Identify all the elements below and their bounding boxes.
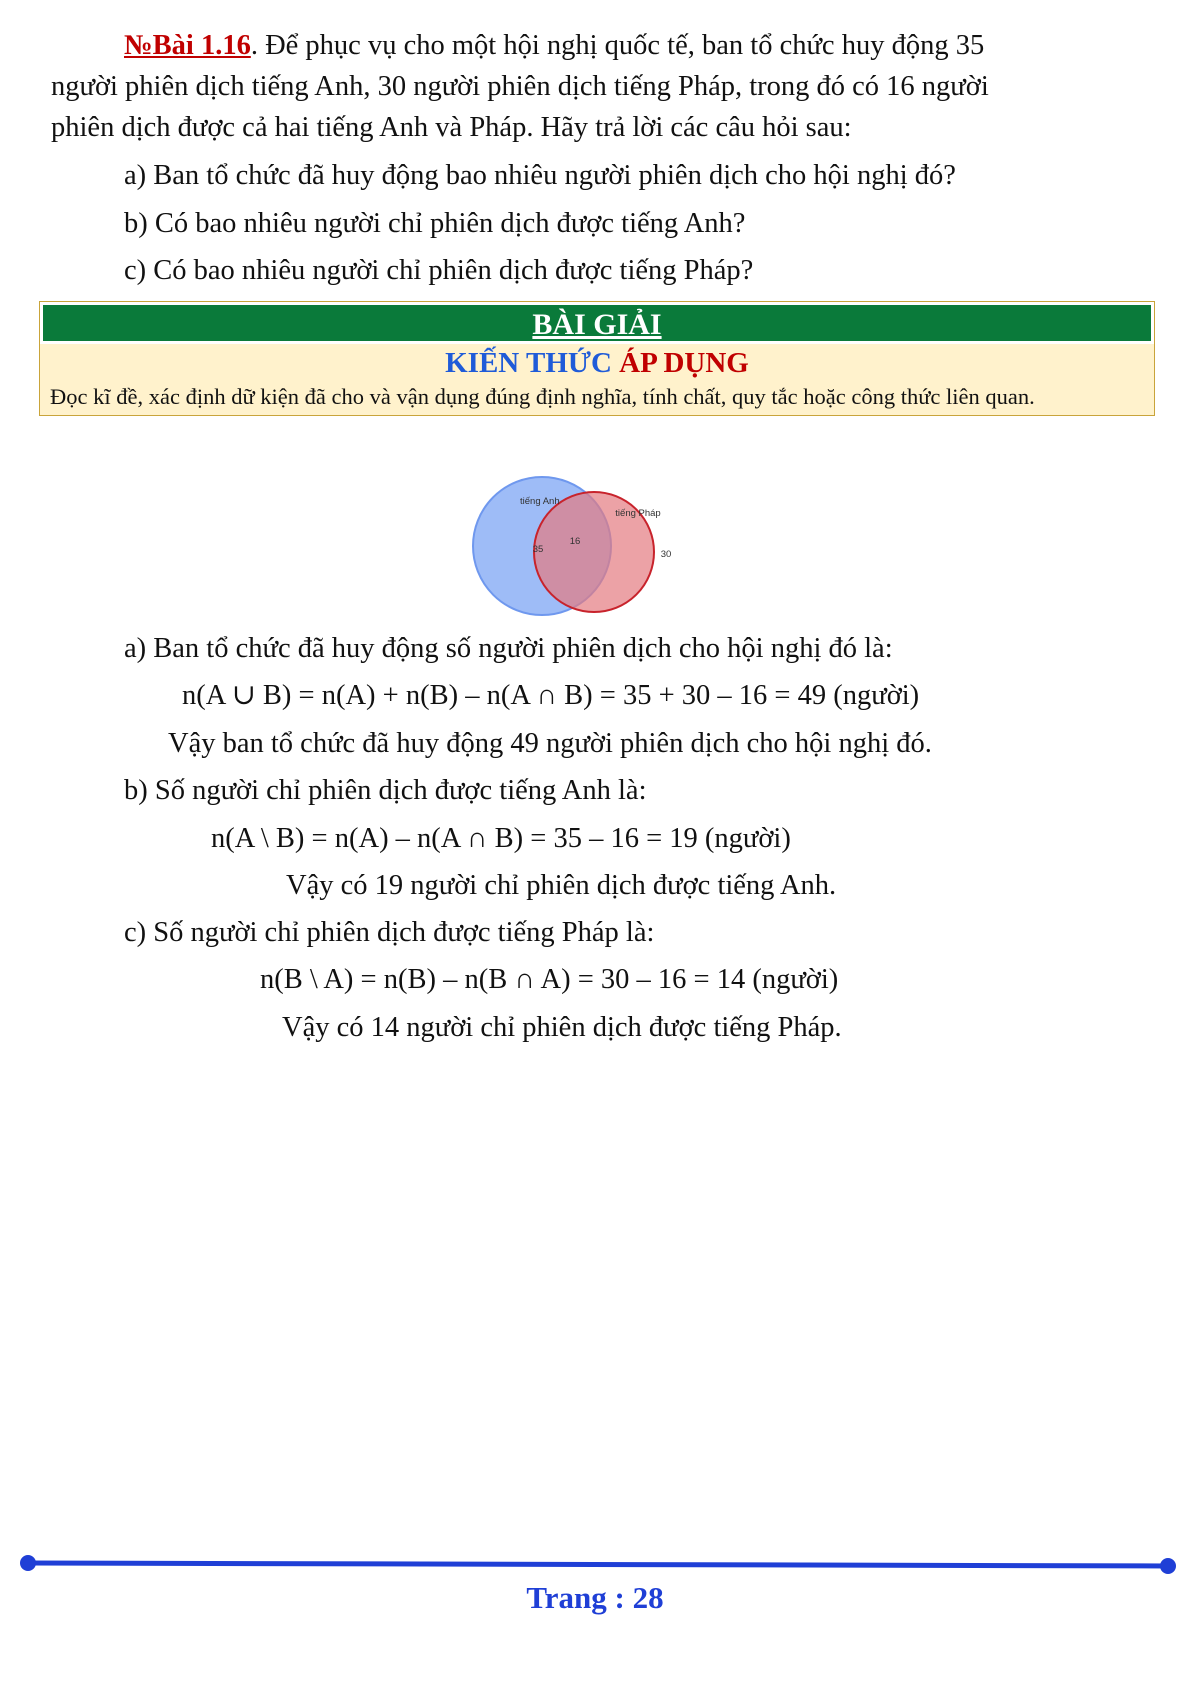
problem-intro-text: . Để phục vụ cho một hội nghị quốc tế, ban tổ chức huy động 35 xyxy=(250,30,985,61)
footer-dot-left xyxy=(20,1555,36,1571)
answer-c-formula: n(B \ A) = n(B) – n(B ∩ A) = 30 – 16 = 14 (người) xyxy=(260,964,839,995)
set-a-value: 35 xyxy=(532,544,544,555)
footer-divider xyxy=(18,1555,1178,1575)
answer-b-formula: n(A \ B) = n(A) – n(A ∩ B) = 35 – 16 = 19 (người) xyxy=(211,823,791,854)
venn-diagram xyxy=(470,474,730,624)
solution-box xyxy=(39,301,1155,416)
problem-intro-line3: phiên dịch được cả hai tiếng Anh và Pháp. Hãy trả lời các câu hỏi sau: xyxy=(51,112,852,143)
answer-c-conclusion: Vậy có 14 người chỉ phiên dịch được tiếng Pháp. xyxy=(282,1012,842,1043)
knowledge-title-part2: ÁP DỤNG xyxy=(619,347,749,379)
answer-a-conclusion: Vậy ban tổ chức đã huy động 49 người phiên dịch cho hội nghị đó. xyxy=(168,728,932,759)
problem-label: №Bài 1.16 xyxy=(124,30,251,61)
set-a-label: tiếng Anh xyxy=(520,496,560,507)
problem-intro-line1 xyxy=(124,29,984,63)
answer-a-formula: n(A ∪ B) = n(A) + n(B) – n(A ∩ B) = 35 + 30 – 16 = 49 (người) xyxy=(182,680,920,711)
problem-intro-line2: người phiên dịch tiếng Anh, 30 người phiên dịch tiếng Pháp, trong đó có 16 người xyxy=(51,71,989,102)
answer-c-intro: c) Số người chỉ phiên dịch được tiếng Pháp là: xyxy=(124,917,655,948)
set-b-label: tiếng Pháp xyxy=(615,508,661,519)
knowledge-section xyxy=(40,344,1154,415)
question-c: c) Có bao nhiêu người chỉ phiên dịch được tiếng Pháp? xyxy=(124,255,754,286)
knowledge-title-part1: KIẾN THỨC xyxy=(445,347,620,379)
footer-dot-right xyxy=(1160,1558,1176,1574)
question-b: b) Có bao nhiêu người chỉ phiên dịch được tiếng Anh? xyxy=(124,208,746,239)
knowledge-title xyxy=(50,344,1144,382)
answer-b-conclusion: Vậy có 19 người chỉ phiên dịch được tiếng Anh. xyxy=(286,870,837,901)
knowledge-text: Đọc kĩ đề, xác định dữ kiện đã cho và vận dụng đúng định nghĩa, tính chất, quy tắc hoặc công thức liên quan. xyxy=(50,384,1035,409)
footer-rule xyxy=(28,1563,1168,1566)
question-a: a) Ban tổ chức đã huy động bao nhiêu người phiên dịch cho hội nghị đó? xyxy=(124,160,956,191)
page-number: Trang : 28 xyxy=(526,1580,664,1615)
answer-b-intro: b) Số người chỉ phiên dịch được tiếng Anh là: xyxy=(124,775,647,806)
intersection-value: 16 xyxy=(569,536,581,547)
set-b-value: 30 xyxy=(660,549,672,560)
answer-a-intro: a) Ban tổ chức đã huy động số người phiên dịch cho hội nghị đó là: xyxy=(124,633,893,664)
solution-header: BÀI GIẢI xyxy=(41,303,1153,343)
